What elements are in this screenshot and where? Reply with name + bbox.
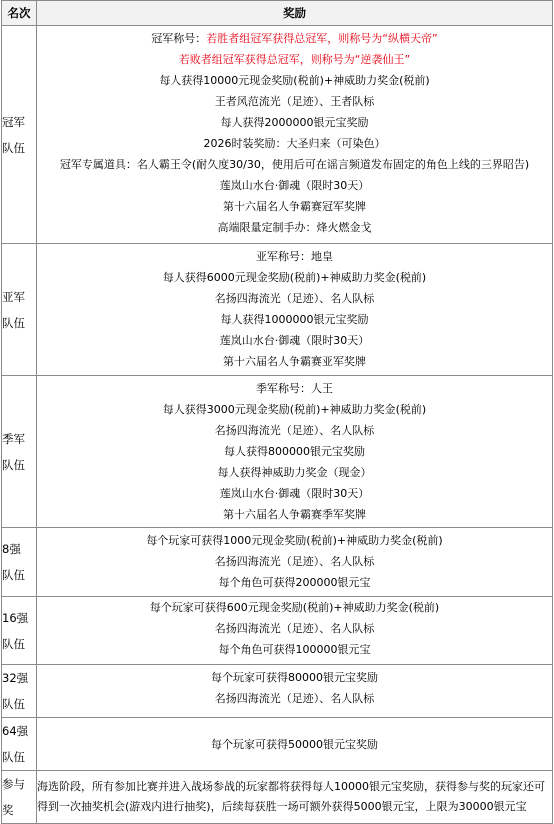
reward-text-highlight: 若胜者组冠军获得总冠军，则称号为“纵横天帝” [206, 32, 438, 45]
reward-item [37, 28, 552, 49]
reward-text: 每个玩家可获得1000元现金奖励(税前)+神威助力奖金(税前) [146, 534, 443, 547]
reward-text: 莲岚山水台·御魂（限时30天） [219, 334, 370, 347]
table-row [2, 718, 553, 771]
reward-text: 2026时装奖励：大圣归来（可染色） [203, 137, 386, 150]
reward-text: 每人获得10000元现金奖励(税前)+神威助力奖金(税前) [159, 74, 430, 87]
rank-label: 队伍 [2, 568, 25, 582]
table-header-row [2, 1, 553, 26]
rank-label: 队伍 [2, 750, 25, 764]
reward-item [37, 734, 552, 755]
reward-item [37, 597, 552, 618]
reward-text: 亚军称号：地皇 [256, 250, 333, 263]
table-row [2, 597, 553, 665]
reward-text: 每人获得6000元现金奖励(税前)+神威助力奖金(税前) [162, 271, 427, 284]
reward-text: 每人获得800000银元宝奖励 [224, 445, 365, 458]
rank-label: 冠军 [2, 114, 25, 129]
reward-text: 名扬四海流光（足迹）、名人队标 [214, 292, 375, 305]
rank-label: 奖 [2, 803, 14, 817]
reward-text: 每人获得1000000银元宝奖励 [220, 313, 369, 326]
reward-item [37, 196, 552, 217]
rank-label: 参与 [2, 777, 25, 791]
reward-text: 季军称号：人王 [256, 382, 333, 395]
rank-cell [2, 665, 37, 718]
reward-text: 冠军称号： [151, 32, 207, 45]
reward-item [37, 399, 552, 420]
reward-text: 每个角色可获得100000银元宝 [218, 643, 371, 656]
participation-reward-text: 海选阶段，所有参加比赛并进入战场参战的玩家都将获得每人10000银元宝奖励，获得参与奖的玩家还可得到一次抽奖机会(游戏内进行抽奖)，后续每获胜一场可额外获得5000银元宝，上限为30000银元宝 [37, 771, 553, 824]
reward-text: 名扬四海流光（足迹）、名人队标 [214, 555, 375, 568]
reward-text: 每人获得神威助力奖金（现金） [217, 466, 372, 479]
header-reward: 奖励 [37, 1, 553, 26]
rank-cell [2, 376, 37, 528]
reward-cell [37, 665, 553, 718]
rank-cell [2, 597, 37, 665]
reward-text: 第十六届名人争霸赛季军奖牌 [223, 508, 366, 521]
reward-item [37, 351, 552, 372]
reward-cell [37, 528, 553, 597]
rank-label: 队伍 [2, 697, 25, 711]
reward-item [37, 246, 552, 267]
reward-text: 每个玩家可获得80000银元宝奖励 [211, 671, 378, 684]
rank-cell [2, 528, 37, 597]
reward-text: 每个玩家可获得50000银元宝奖励 [211, 737, 378, 751]
reward-cell [37, 597, 553, 665]
rank-cell [2, 771, 37, 824]
reward-item [37, 530, 552, 551]
reward-text: 第十六届名人争霸赛亚军奖牌 [223, 355, 366, 368]
rank-label: 亚军 [2, 289, 25, 304]
rank-cell [2, 26, 37, 244]
reward-item [37, 378, 552, 399]
rank-cell [2, 244, 37, 376]
reward-text: 冠军专属道具：名人霸王令(耐久度30/30，使用后可在谣言频道发布固定的角色上线的三界昭告) [59, 158, 530, 171]
reward-text: 名扬四海流光（足迹）、名人队标 [214, 622, 375, 635]
reward-text: 王者风范流光（足迹）、王者队标 [214, 95, 375, 108]
reward-item [37, 420, 552, 441]
rank-label: 队伍 [2, 315, 25, 330]
rank-label: 季军 [2, 431, 25, 446]
table-row [2, 771, 553, 824]
reward-item [37, 462, 552, 483]
reward-item [37, 618, 552, 639]
reward-item [37, 267, 552, 288]
reward-item [37, 551, 552, 572]
rank-cell [2, 718, 37, 771]
reward-text: 每人获得2000000银元宝奖励 [220, 116, 369, 129]
reward-item [37, 667, 552, 688]
table-row [2, 528, 553, 597]
reward-cell [37, 26, 553, 244]
reward-item [37, 91, 552, 112]
rank-label: 8强 [2, 542, 21, 556]
reward-item [37, 70, 552, 91]
reward-item [37, 112, 552, 133]
rank-label: 队伍 [2, 636, 25, 651]
reward-item [37, 330, 552, 351]
reward-item [37, 288, 552, 309]
reward-item [37, 154, 552, 175]
reward-item [37, 639, 552, 660]
reward-item [37, 483, 552, 504]
table-row [2, 665, 553, 718]
reward-text: 莲岚山水台·御魂（限时30天） [219, 487, 370, 500]
reward-text: 每个角色可获得200000银元宝 [218, 576, 371, 589]
reward-item [37, 175, 552, 196]
table-row [2, 26, 553, 244]
reward-text: 第十六届名人争霸赛冠军奖牌 [223, 200, 366, 213]
reward-item [37, 504, 552, 525]
reward-cell [37, 244, 553, 376]
reward-item [37, 133, 552, 154]
reward-item [37, 572, 552, 593]
reward-text: 高端限量定制手办：烽火燃金戈 [217, 221, 372, 234]
rank-label: 32强 [2, 671, 29, 685]
reward-text: 名扬四海流光（足迹）、名人队标 [214, 692, 375, 705]
reward-text: 每人获得3000元现金奖励(税前)+神威助力奖金(税前) [162, 403, 427, 416]
reward-item [37, 688, 552, 709]
table-row [2, 376, 553, 528]
rank-label: 队伍 [2, 140, 25, 155]
reward-item [37, 49, 552, 70]
reward-item [37, 217, 552, 238]
reward-text: 每个玩家可获得600元现金奖励(税前)+神威助力奖金(税前) [149, 601, 440, 614]
reward-item [37, 441, 552, 462]
reward-item [37, 309, 552, 330]
reward-text: 莲岚山水台·御魂（限时30天） [219, 179, 370, 192]
header-rank: 名次 [2, 1, 37, 26]
rank-label: 队伍 [2, 457, 25, 472]
table-body [2, 26, 553, 824]
rewards-table [1, 0, 553, 824]
rank-label: 64强 [2, 724, 29, 738]
reward-cell [37, 718, 553, 771]
reward-text: 名扬四海流光（足迹）、名人队标 [214, 424, 375, 437]
table-row [2, 244, 553, 376]
rank-label: 16强 [2, 610, 29, 625]
reward-cell [37, 376, 553, 528]
reward-text: 若败者组冠军获得总冠军，则称号为“逆袭仙王” [178, 53, 411, 66]
